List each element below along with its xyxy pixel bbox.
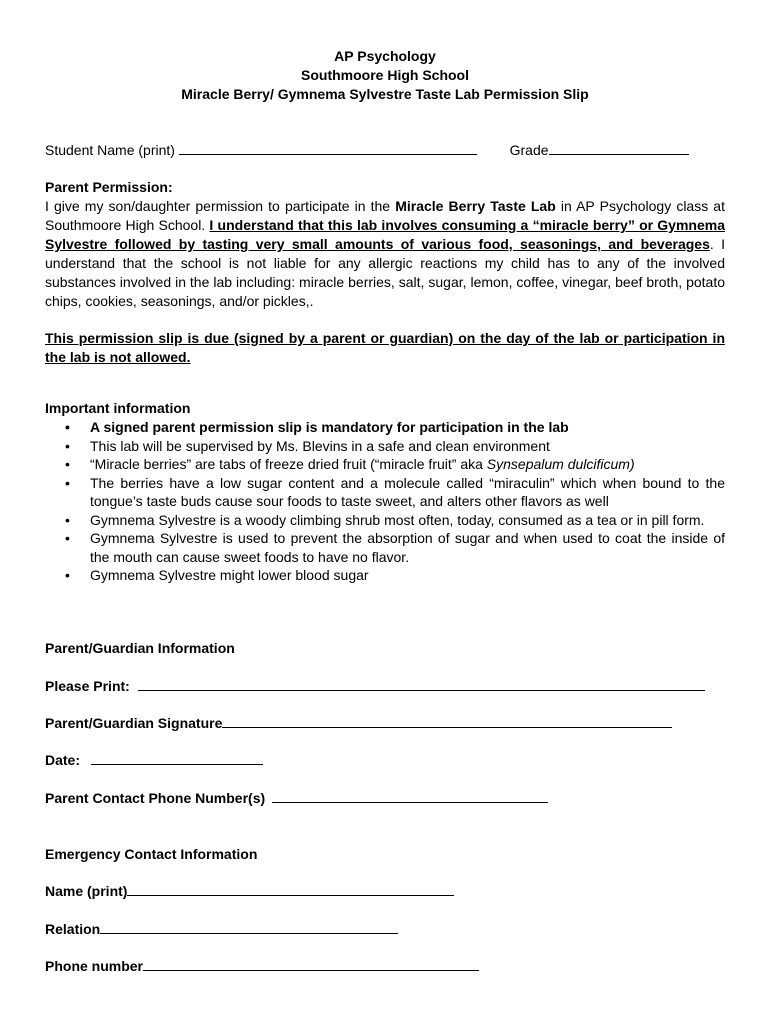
relation-row xyxy=(45,920,398,939)
list-item: • Gymnema Sylvestre might lower blood sugar xyxy=(65,567,369,583)
scientific-name: Synsepalum dulcificum) xyxy=(486,456,635,472)
permission-paragraph xyxy=(45,197,725,311)
relation-label: Relation xyxy=(45,921,101,937)
print-name-field[interactable] xyxy=(138,677,705,691)
parent-phone-row xyxy=(45,789,548,808)
signature-label: Parent/Guardian Signature xyxy=(45,715,223,731)
emergency-phone-row xyxy=(45,957,479,976)
emergency-name-label: Name (print) xyxy=(45,883,128,899)
list-item: • This lab will be supervised by Ms. Blevins in a safe and clean environment xyxy=(65,437,550,454)
parent-phone-field[interactable] xyxy=(272,789,548,803)
list-item: • Gymnema Sylvestre is used to prevent the absorption of sugar and when used to coat the inside of the mouth can cause sweet foods to have no flavor. xyxy=(65,530,725,565)
list-item: • The berries have a low sugar content and a molecule called “miraculin” which when bound to the tongue’s taste buds cause sour foods to taste sweet, and alters other flavors as well xyxy=(65,474,725,509)
emergency-phone-field[interactable] xyxy=(143,957,479,971)
grade-field[interactable] xyxy=(549,141,689,155)
emergency-name-row xyxy=(45,882,454,901)
grade-label: Grade xyxy=(509,142,549,158)
permission-text-3: . I understand that the school is not liable for any allergic reactions my child has to any of the involved substances involved in the lab including: miracle berries, salt, sugar, lemon, coffee, vinegar, beef broth, potato chips, cookies, seasonings, and/or pickles,. xyxy=(45,236,726,309)
course-title: AP Psychology xyxy=(334,48,436,64)
relation-field[interactable] xyxy=(100,920,398,934)
lab-name: Miracle Berry Taste Lab xyxy=(395,198,556,214)
list-item: • Gymnema Sylvestre is a woody climbing shrub most often, today, consumed as a tea or in pill form. xyxy=(65,511,705,528)
signature-field[interactable] xyxy=(222,714,672,728)
student-name-field[interactable] xyxy=(179,141,477,155)
list-item: • A signed parent permission slip is mandatory for participation in the lab xyxy=(65,419,569,435)
print-row xyxy=(45,677,705,696)
list-item: • “Miracle berries” are tabs of freeze dried fruit (“miracle fruit” aka Synsepalum dulcificum) xyxy=(65,456,635,472)
important-heading: Important information xyxy=(45,400,191,416)
emergency-name-field[interactable] xyxy=(127,882,454,896)
school-name: Southmoore High School xyxy=(301,67,469,83)
emergency-phone-label: Phone number xyxy=(45,958,144,974)
parent-phone-label: Parent Contact Phone Number(s) xyxy=(45,790,266,806)
due-notice: This permission slip is due (signed by a parent or guardian) on the day of the lab or participation in the lab is not allowed. xyxy=(45,330,725,365)
permission-text-1: I give my son/daughter permission to participate in the xyxy=(45,198,396,214)
consent-statement: I understand that this lab involves consuming a “miracle berry” or Gymnema Sylvestre followed by tasting very small amounts of various food, seasonings, and beverages xyxy=(45,217,725,252)
signature-row xyxy=(45,714,672,733)
student-name-label: Student Name (print) xyxy=(45,142,175,158)
date-row xyxy=(45,751,263,770)
guardian-heading: Parent/Guardian Information xyxy=(45,640,235,656)
parent-permission-heading: Parent Permission: xyxy=(45,179,173,195)
date-label: Date: xyxy=(45,752,81,768)
date-field[interactable] xyxy=(91,751,263,765)
permission-text-2: in AP Psychology class at Southmoore High School. xyxy=(45,198,725,233)
important-list xyxy=(45,418,725,585)
emergency-heading: Emergency Contact Information xyxy=(45,846,258,862)
print-label: Please Print: xyxy=(45,678,130,694)
form-title: Miracle Berry/ Gymnema Sylvestre Taste Lab Permission Slip xyxy=(181,86,589,102)
student-row xyxy=(45,141,725,160)
